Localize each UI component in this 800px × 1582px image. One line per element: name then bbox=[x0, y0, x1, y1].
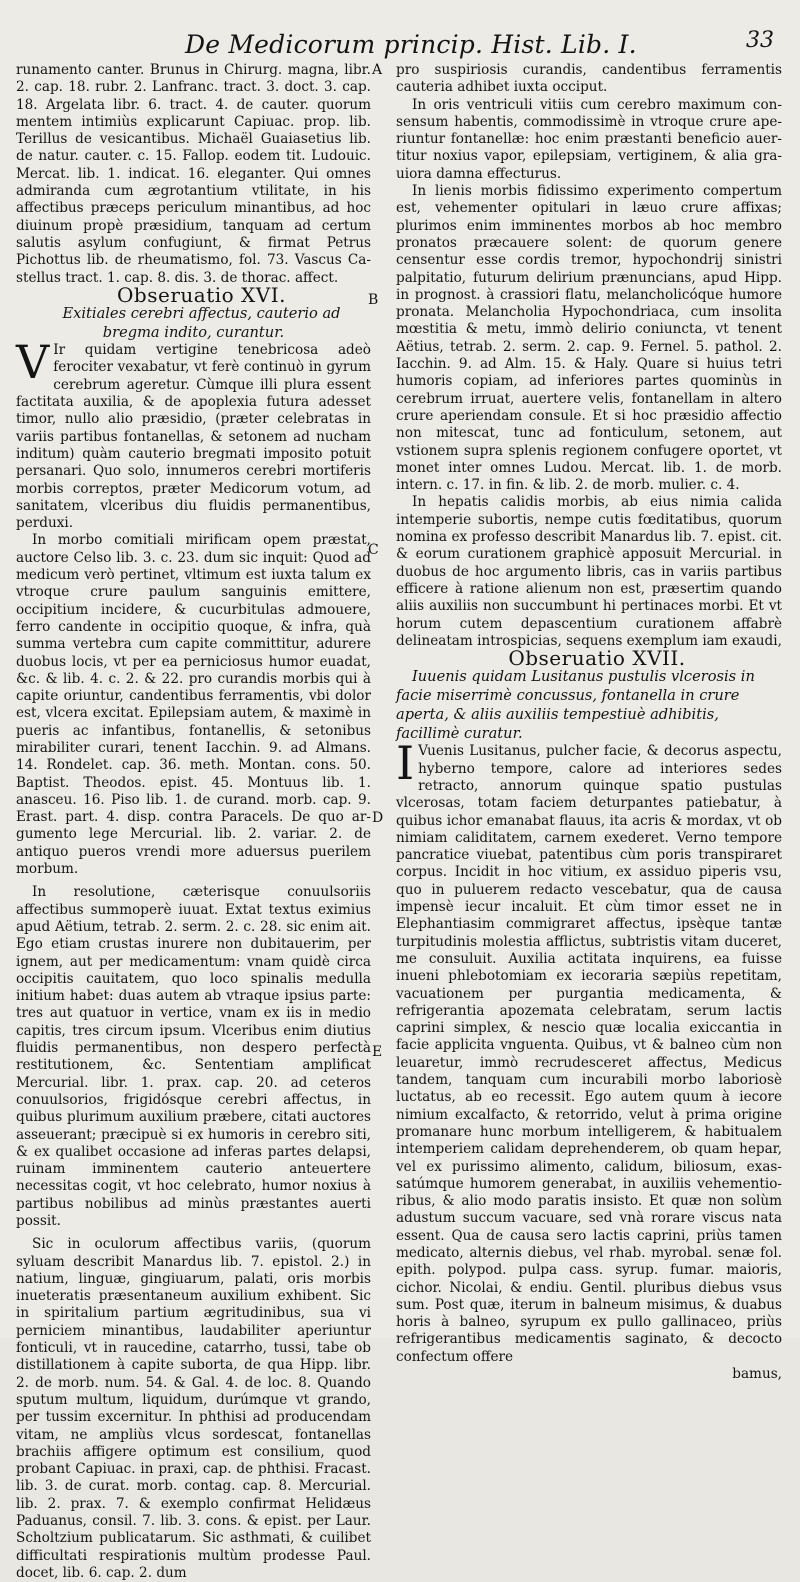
drop-capital: I bbox=[396, 736, 415, 791]
paragraph: In morbo comitiali mirificam opem præstat, auctore Celso lib. 3. c. 23. dum sic inquit: Quod ad medicum verò pertinet, vltimum est iuxta talum ex vtroque crure paulum sanguinis emittere, occipitium incidere, & cucurbitulas admouere, ferro candente in occipitio quoque, & infra, quà summa vertebra cum capite committitur, adurere duobus locis, vt per ea perniciosus humor euadat, &c. & lib. 4. c. 2. & 22. pro curandis morbis qui à capite oriuntur, candentibus ferramentis, vbi dolor est, vlcera excitat. Epilepsiam autem, & maximè in pueris ac infantibus, fontanellis, & setonibus mirabiliter curari, tenent Iacchin. 9. ad Almans. 14. Rondelet. cap. 36. meth. Montan. cons. 50. Baptist. Theodos. epist. 45. Montuus lib. 1. anasceu. 16. Piso lib. 1. de curand. morb. cap. 9. Erast. part. 4. disp. contra Paracels. De quo argumento lege Mercurial. lib. 2. variar. 2. de antiquo pueros vrendi more aduersus puerilem morbum. bbox=[16, 532, 371, 878]
drop-capital: V bbox=[16, 335, 50, 390]
observation-heading: Obseruatio XVII. bbox=[508, 646, 686, 671]
observation-summary: Exitiales cerebri affectus, cauterio ad bregma indito, curantur. bbox=[62, 305, 341, 342]
paragraph: In hepatis calidis morbis, ab eius nimia calida intemperie subortis, nempe cutis fœditatibus, quorum nomina ex professo describit Manardus lib. 7. epist. cit. & eorum curationem graphicè apposuit Mercurial. in duobus de hoc argumento libris, cas in variis partibus efficere à ratione alienum non est, præsertim quando aliis auxiliis non succumbunt hi pertinaces morbi. Et vt horum cutem depascentium curationem affabrè delineatam introspicias, sequens exemplum iam exaudi, bbox=[396, 494, 782, 649]
catchword: bamus, bbox=[732, 1366, 782, 1383]
paragraph: pro suspiriosis curandis, candentibus ferramentis cauteria adhibet iuxta occiput. bbox=[396, 62, 782, 96]
margin-letter-c: C bbox=[368, 542, 379, 558]
paragraph: In resolutione, cæterisque conuulsoriis affectibus summoperè iuuat. Extat textus eximius apud Aëtium, tetrab. 2. serm. 2. c. 28. sic enim ait. Ego etiam crustas inurere non dubitauerim, per ignem, aut per medicamentum: vnam quidè circa occipitis cauitatem, quo loco spinalis medulla initium habet: duas autem ab vtraque ipsius parte: tres aut quatuor in vertice, vnam ex iis in medio capitis, tres circum ipsum. Vlceribus enim diutius fluidis permanentibus, non despero perfectà restitutionem, &c. Sententiam amplificat Mercurial. libr. 1. prax. cap. 20. ad ceteros conuulsorios, frigidósque cerebri affectus, in quibus plurimum auxilium præbere, citati auctores asseuerant; præcipuè si ex humoris in cerebro siti, & ex qualibet occasione ad inferas partes delapsi, ruinam imminentem cauterio anteuertere necessitas cogit, vt hoc celebrato, humor noxius à partibus nobilibus ad minùs præstantes auerti possit. bbox=[16, 884, 371, 1229]
right-column bbox=[396, 62, 782, 1383]
paragraph: V Ir quidam vertigine tenebricosa adeò ferociter vexabatur, vt ferè continuò in gyrum cerebrum ageretur. Cùmque illi plura essent factitata auxilia, & de apoplexia futura adesset timor, nullo alio præsidio, (præter celebratas in variis partibus fontanellas, & setonem ad nucham inditum) quàm cauterio bregmati imposito potuit persanari. Quo solo, innumeros cerebri mortiferis morbis correptos, præter Medicorum votum, ad sanitatem, vlceribus diu fluidis permanentibus, perduxi. bbox=[16, 335, 371, 532]
observation-summary: Iuuenis quidam Lusitanus pustulis vlcerosis in facie miserrimè concussus, fontanella in crure aperta, & aliis auxiliis tempestiuè adhibitis, facillimè curatur. bbox=[396, 668, 755, 743]
margin-letter-d: D bbox=[372, 810, 384, 826]
paragraph: runamento canter. Brunus in Chirurg. magna, libr. 2. cap. 18. rubr. 2. Lanfranc. tract. 3. doct. 3. cap. 18. Argelata libr. 6. tract. 4. de cauter. quorum mentem intimiùs explicarunt Capiuac. prop. lib. Terillus de vesicantibus. Michaël Guaiasetius lib. de natur. cauter. c. 15. Fallop. eodem tit. Ludouic. Mercat. lib. 1. indicat. 16. eleganter. Qui omnes admiranda cum ægrotantium vtilitate, in his affectibus præceps periculum minantibus, ad hoc diuinum propè præsidium, tanquam ad certum salutis asylum confugiunt, & firmat Petrus Pichottus lib. de rheumatismo, fol. 73. Vascus Castellus tract. 1. cap. 8. dis. 3. de thorac. affect. bbox=[16, 62, 371, 286]
margin-letter-e: E bbox=[372, 1044, 383, 1060]
observation-heading: Obseruatio XVI. bbox=[117, 282, 286, 307]
paragraph: I Vuenis Lusitanus, pulcher facie, & decorus aspectu, hyberno tempore, calore ad interiores sedes retracto, annorum quinque spatio pustulas vlcerosas, totam faciem deturpantes patiebatur, à quibus ichor emanabat flauus, ita acris & mordax, vt ob nimiam caliditatem, carnem exederet. Verno tempore pancratice viuebat, patentibus cùm poris transpiraret corpus. Incidit in hoc vitium, ex assiduo piperis vsu, quo in puluerem redacto vescebatur, qua de causa impensè iecur incaluit. Et cùm timor esset ne in Elephantiasim commigraret affectus, ipsèque tantæ turpitudinis molestia afflictus, subtristis vitam duceret, me consuluit. Auxilia actitata inquirens, ea fuisse inueni phlebotomiam ex iecoraria sæpiùs repetitam, vacuationem per purgantia medicamenta, & refrigerantia apozemata celebratam, serum lactis caprini simplex, & nescio quæ localia exiccantia in facie applicita vnguenta. Quibus, vt & balneo cùm non leuaretur, immò recrudesceret affectus, Medicus tandem, tanquam cum incurabili morbo laboriosè luctatus, ab eo recessit. Ego autem quum à iecore nimium excalfacto, & retorrido, velut à prima origine promanare hunc morbum intelligerem, & habitualem intemperiem calidam deprehenderem, ob quam hepar, vel ex purissimo alimento, calidum, biliosum, exassatúmque humorem generabat, in auxiliis vehementioribus, & alio modo paratis insisto. Et quæ non solùm adustum succum vacuare, sed vnà rorare viscus nata essent. Qua de causa sero lactis caprini, priùs tamen medicato, alternis diebus, vel rhab. myrobal. senæ fol. epith. polypod. pulpa cass. syrup. fumar. maioris, cichor. Nicolai, & endiu. Gentil. pluribus diebus vsus sum. Post quæ, iterum in balneum misimus, & duabus horis à balneo, syrupum ex pullo gallinaceo, priùs refrigerantibus medicamentis saginato, & decocto confectum offere bbox=[396, 736, 782, 1365]
left-column bbox=[16, 62, 371, 1582]
running-title: De Medicorum princip. Hist. Lib. I. bbox=[185, 30, 637, 59]
paragraph: Sic in oculorum affectibus variis, (quorum syluam describit Manardus lib. 7. epistol. 2.) in natium, linguæ, gingiuarum, palati, oris morbis inueteratis præsentaneum auxilium exhibent. Sic in spiritalium partium ægritudinibus, sua vi perniciem minantibus, laudabiliter aperiuntur fonticuli, vt in raucedine, catarrho, tussi, tabe ob distillationem à capite suborta, de qua Hipp. libr. 2. de morb. num. 54. & Gal. 4. de loc. 8. Quando sputum multum, liquidum, durúmque vt grando, per tussim excernitur. In phthisi ad producendam vitam, ne ampliùs vlcus sordescat, fontanellas brachiis affigere optimum est consilium, quod probant Capiuac. in praxi, cap. de phthisi. Fracast. lib. 3. de curat. morb. contag. cap. 8. Mercurial. lib. 2. prax. 7. & exemplo confirmat Helidæus Paduanus, consil. 7. lib. 3. cons. & epist. per Laur. Scholtzium publicatarum. Sic asthmati, & cuilibet difficultati respirationis multùm prodesse Paul. docet, lib. 6. cap. 2. dum bbox=[16, 1236, 371, 1581]
page-number: 33 bbox=[746, 28, 774, 53]
paragraph: In oris ventriculi vitiis cum cerebro maximum consensum habentis, commodissimè in vtroque crure aperiuntur fontanellæ: hoc enim præstanti beneficio auertitur noxius vapor, epilepsiam, vertiginem, & alia grauiora damna effecturus. bbox=[396, 96, 782, 182]
margin-letter-b: B bbox=[368, 292, 379, 308]
paragraph: In lienis morbis fidissimo experimento compertum est, vehementer opitulari in læuo crure affixas; plurimos enim imminentes morbos ab hoc membro pronatos præcauere solent: de quorum genere censentur esse cordis tremor, hypochondrij sinistri palpitatio, futurum delirium prænuncians, apud Hipp. in prognost. à crassiori flatu, melancholicóque humore pronata. Melancholia Hypochondriaca, cum insolita mœstitia & metu, immò delirio coniuncta, vt tenent Aëtius, tetrab. 2. serm. 2. cap. 9. Fernel. 5. pathol. 2. Iacchin. 9. ad Alm. 15. & Haly. Quare si huius tetri humoris copiam, ad inferiores partes quominùs in cerebrum irruat, auertere velis, fontanellam in altero crure aperiendam consule. Et si hoc præsidio affectio non mitescat, tunc ad fonticulum, setonem, aut vstionem supra splenis regionem confugere oportet, vt monet inter omnes Ludou. Mercat. lib. 1. de morb. intern. c. 17. in fin. & lib. 2. de morb. mulier. c. 4. bbox=[396, 183, 782, 494]
margin-letter-a: A bbox=[372, 62, 383, 78]
